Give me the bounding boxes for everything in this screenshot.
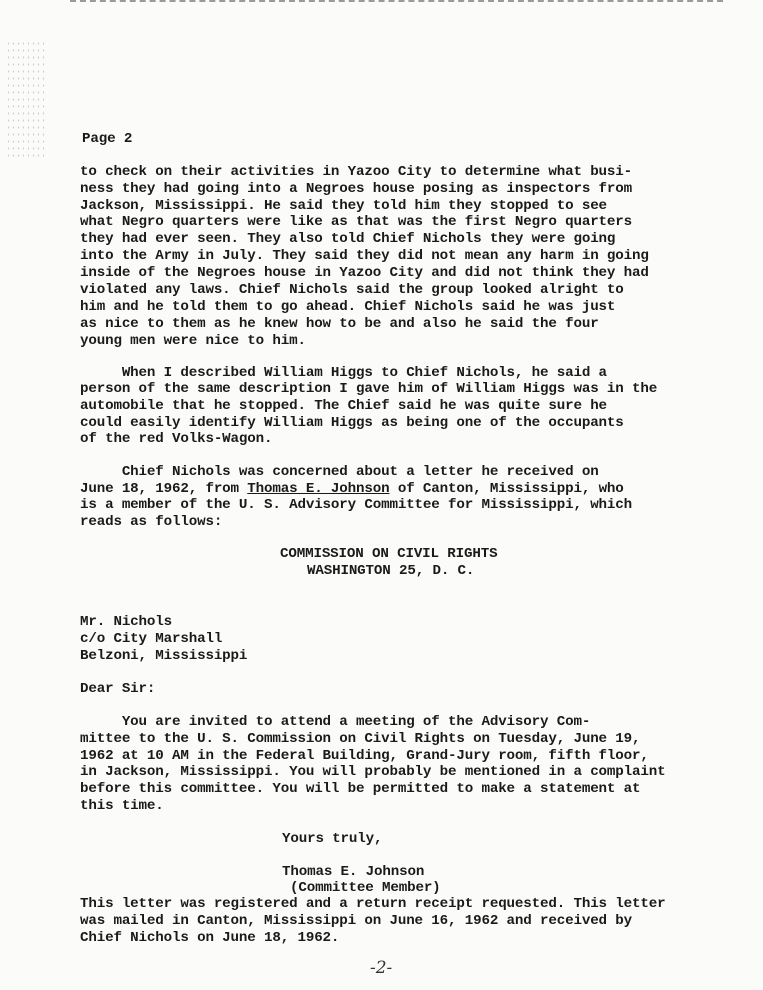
- signer-title: (Committee Member): [290, 880, 441, 896]
- paragraph1-line: as nice to them as he knew how to be and also he said the four: [80, 316, 599, 332]
- paragraph2-line: of the red Volks-Wagon.: [80, 431, 273, 447]
- footer-page-number: -2-: [370, 958, 393, 978]
- paragraph1-line: into the Army in July. They said they did not mean any harm in going: [80, 248, 649, 264]
- page-header: Page 2: [82, 131, 133, 147]
- paragraph1-line: him and he told them to go ahead. Chief Nichols said he was just: [80, 299, 616, 315]
- paragraph2-line: automobile that he stopped. The Chief said he was quite sure he: [80, 398, 607, 414]
- address-line: Mr. Nichols: [80, 614, 173, 630]
- salutation: Dear Sir:: [80, 681, 156, 697]
- letter-body-line: in Jackson, Mississippi. You will probably be mentioned in a complaint: [80, 764, 666, 780]
- paragraph1-line: to check on their activities in Yazoo City to determine what busi-: [80, 164, 633, 180]
- letter-body-line: before this committee. You will be permitted to make a statement at: [80, 781, 641, 797]
- scan-noise: [6, 40, 46, 160]
- letter-body-line: You are invited to attend a meeting of the Advisory Com-: [80, 714, 591, 730]
- letter-body-line: mittee to the U. S. Commission on Civil Rights on Tuesday, June 19,: [80, 731, 641, 747]
- address-line: Belzoni, Mississippi: [80, 648, 248, 664]
- paragraph3-line: is a member of the U. S. Advisory Committee for Mississippi, which: [80, 497, 633, 513]
- underlined-name: Thomas E. Johnson: [247, 481, 390, 497]
- closing-paragraph-line: This letter was registered and a return receipt requested. This letter: [80, 896, 666, 912]
- letter-body-line: this time.: [80, 798, 164, 814]
- letter-closing: Yours truly,: [282, 831, 383, 847]
- letter-body-line: 1962 at 10 AM in the Federal Building, Grand-Jury room, fifth floor,: [80, 748, 649, 764]
- closing-paragraph-line: was mailed in Canton, Mississippi on June 16, 1962 and received by: [80, 913, 633, 929]
- letter-heading: COMMISSION ON CIVIL RIGHTS: [280, 546, 498, 562]
- address-line: c/o City Marshall: [80, 631, 223, 647]
- paragraph3-line: reads as follows:: [80, 514, 223, 530]
- paragraph3-text: June 18, 1962, from: [80, 481, 248, 497]
- paragraph1-line: ness they had going into a Negroes house posing as inspectors from: [80, 181, 633, 197]
- paragraph1-line: inside of the Negroes house in Yazoo City and did not think they had: [80, 265, 649, 281]
- paragraph3-line: Chief Nichols was concerned about a letter he received on: [80, 464, 599, 480]
- paragraph2-line: could easily identify William Higgs as being one of the occupants: [80, 415, 624, 431]
- paragraph2-line: When I described William Higgs to Chief Nichols, he said a: [80, 365, 607, 381]
- paragraph2-line: person of the same description I gave him of William Higgs was in the: [80, 381, 658, 397]
- paragraph1-line: what Negro quarters were like as that was the first Negro quarters: [80, 214, 633, 230]
- top-border-rule: [70, 0, 723, 6]
- letter-heading-address: WASHINGTON 25, D. C.: [307, 563, 475, 579]
- paragraph3-text: of Canton, Mississippi, who: [389, 481, 624, 497]
- closing-paragraph-line: Chief Nichols on June 18, 1962.: [80, 930, 340, 946]
- signer-name: Thomas E. Johnson: [282, 864, 425, 880]
- paragraph1-line: Jackson, Mississippi. He said they told him they stopped to see: [80, 198, 607, 214]
- paragraph1-line: young men were nice to him.: [80, 333, 306, 349]
- paragraph3-line: [80, 481, 624, 498]
- paragraph1-line: violated any laws. Chief Nichols said the group looked alright to: [80, 282, 624, 298]
- paragraph1-line: they had ever seen. They also told Chief Nichols they were going: [80, 231, 616, 247]
